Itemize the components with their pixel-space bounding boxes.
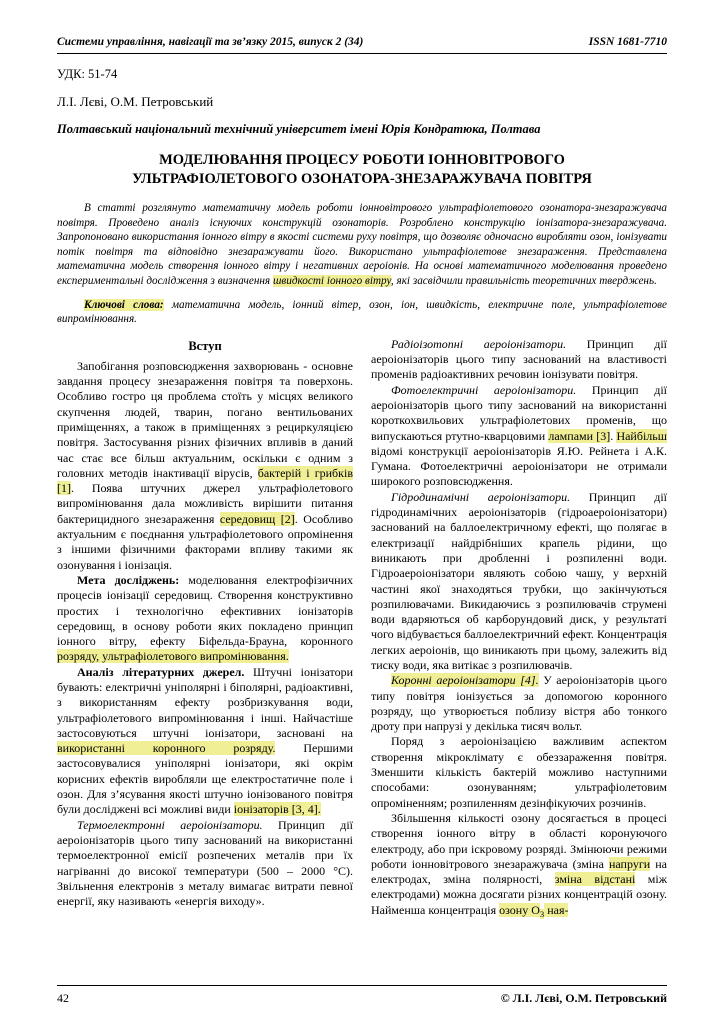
issn-number: ISSN 1681-7710 bbox=[588, 36, 667, 48]
udc-code: УДК: 51-74 bbox=[57, 67, 118, 81]
paper-title-line2: УЛЬТРАФІОЛЕТОВОГО ОЗОНАТОРА-ЗНЕЗАРАЖУВАЧА ПОВІТРЯ bbox=[132, 171, 592, 187]
left-paragraph-3: Аналіз літературних джерел. Штучні іонізатори бувають: електричні уніполярні і біполярні, радіоактивні, з використанням ефекту розбризкування води, ультрафіолетового випромінювання і інші. Найчастіше застосовуються штучні іонізатори, засновані на використанні коронного розряду. Першими застосовувалися уніполярні іонізатори, які окрім корисних ефектів виробляли ще електростатичне поле і озон. Для з’ясування якості штучно іонізованого повітря були досліджені всі можливі види іонізаторів [3, 4]. bbox=[57, 664, 353, 817]
two-column-body bbox=[57, 337, 667, 923]
right-paragraph-2: Фотоелектричні аероіонізатори. Принцип дії аероіонізаторів цього типу заснований на використанні короткохвильових ультрафіолетових променів, що випускаються ртутно-кварцовими лампами [3]. Найбільш відомі конструкції аероіонізаторів Я.Ю. Рейнета і А.К. Гумана. Фотоелектричні аероіонізатори не отримали широкого розповсюдження. bbox=[371, 382, 667, 489]
left-column bbox=[57, 337, 353, 923]
abstract-text: В статті розглянуто математичну модель роботи іонновітрового ультрафіолетового озонатора-знезаражувача повітря. Проведено аналіз існуючих конструкцій озонаторів. Розроблено конструкцію іонізатора-знезаражувача. Запропоновано використання іонного вітру в якості системи руху повітря, що дозволяє одночасно виробляти озон, іонізувати потік повітря та відповідно знезаражувати його. Використано ультрафіолетове знезараження. Представлена математична модель створення іонного вітру і негативних аероіонів. На основі математичного моделювання проведено експериментальні дослідження з визначення швидкості іонного вітру, які засвідчили правильність теоретичних тверджень. bbox=[57, 202, 667, 287]
left-paragraph-1: Запобігання розповсюдження захворювань - основне завдання процесу знезараження повітря та поверхонь. Особливо гостро ця проблема стоїть у місцях великого скупчення людей, тварин, погано вентильованих приміщеннях, а також в приміщеннях з рециркуляцією повітря. Застосування різних фізичних впливів в даний час стає все більш актуальним, оскільки є одним з головних методів інактивації вірусів, бактерій і грибків [1]. Поява штучних джерел ультрафіолетового випромінювання дала можливість вирішити питання бактерицидного знезараження середовищ [2]. Особливо актуальним є поєднання ультрафіолетового опромінення з іншими фізичними факторами впливу такими як озонування і іонізація. bbox=[57, 358, 353, 572]
page-footer bbox=[57, 985, 667, 1024]
paper-title-line1: МОДЕЛЮВАННЯ ПРОЦЕСУ РОБОТИ ІОННОВІТРОВОГО bbox=[159, 152, 565, 168]
keywords-line: Ключові слова: математична модель, іонний вітер, озон, іон, швидкість, електричне поле, ультрафіолетове випромінювання. bbox=[57, 298, 667, 326]
right-column bbox=[371, 337, 667, 923]
authors-line: Л.І. Лєві, О.М. Петровський bbox=[57, 94, 214, 109]
section-heading-intro: Вступ bbox=[188, 338, 222, 353]
right-paragraph-6: Збільшення кількості озону досягається в процесі створення іонного вітру в області коронуючого електроду, або при іскровому розряді. Змінюючи режими роботи іонновітрового знезаражувача (зміна напруги на електродах, зміна полярності, зміна відстані між електродами) можна досягати різних концентрацій озону. Найменша концентрація озону $О_3$ ная- bbox=[371, 810, 667, 920]
journal-title: Системи управління, навігації та зв’язку 2015, випуск 2 (34) bbox=[57, 36, 364, 48]
right-paragraph-4: Коронні аероіонізатори [4]. У аероіонізаторів цього типу повітря іонізується за допомогою коронного розряду, що утворюється поблизу вістря або тонкого дроту при напрузі у декілька тисяч вольт. bbox=[371, 673, 667, 734]
paper-title bbox=[57, 151, 667, 189]
left-paragraph-2: Мета досліджень: моделювання електрофізичних процесів іонізації середовищ. Створення конструктивно простих і технологічно ефективних іонізаторів середовищ, в основу роботи яких покладено принцип іонного вітру, ефекту Біфельда-Брауна, коронного розряду, ультрафіолетового випромінювання. bbox=[57, 572, 353, 664]
left-paragraph-4: Термоелектронні аероіонізатори. Принцип дії аероіонізаторів цього типу заснований на використанні термоелектронної емісії розпечених металів при їх нагріванні до високої температури (500 – 2000 °С). Звільнення електронів з металу вимагає витрати певної енергії, яку називають «енергія виходу». bbox=[57, 817, 353, 909]
affiliation-line: Полтавський національний технічний університет імені Юрія Кондратюка, Полтава bbox=[57, 122, 541, 136]
page-header bbox=[57, 36, 667, 54]
right-paragraph-1: Радіоізотопні аероіонізатори. Принцип дії аероіонізаторів цього типу заснований на властивості променів радіоактивних речовин іонізувати повітря. bbox=[371, 336, 667, 382]
right-paragraph-5: Поряд з аероіонізацією важливим аспектом створення мікроклімату є обеззараження повітря. Зменшити кількість бактерій можливо наступними способами: озонуванням; ультрафіолетовим опроміненням; розпиленням дезінфікуючих розчинів. bbox=[371, 734, 667, 810]
right-paragraph-3: Гідродинамічні аероіонізатори. Принцип дії гідродинамічних аероіонізаторів (гідроаероіонізатори) заснований на баллоелектричному ефекті, що полягає в електризації найдрібніших крапель рідини, що виникають при дробленні і розпиленні води. Гідроаероіонізатори являють собою чашу, у верхній частині якої знаходяться трубки, що закінчуються розпилювачами. Викидаючись з розпилювачів струмені води вдаряються об карборундовий диск, у результаті чого відбувається баллоелектричний ефект. Концентрація легких аероіонів, що виникають при цьому, залежить від тиску води, яка витікає з розпилювачів. bbox=[371, 489, 667, 672]
page-number: 42 bbox=[57, 991, 69, 1005]
copyright-line: © Л.І. Лєві, О.М. Петровський bbox=[500, 991, 667, 1005]
